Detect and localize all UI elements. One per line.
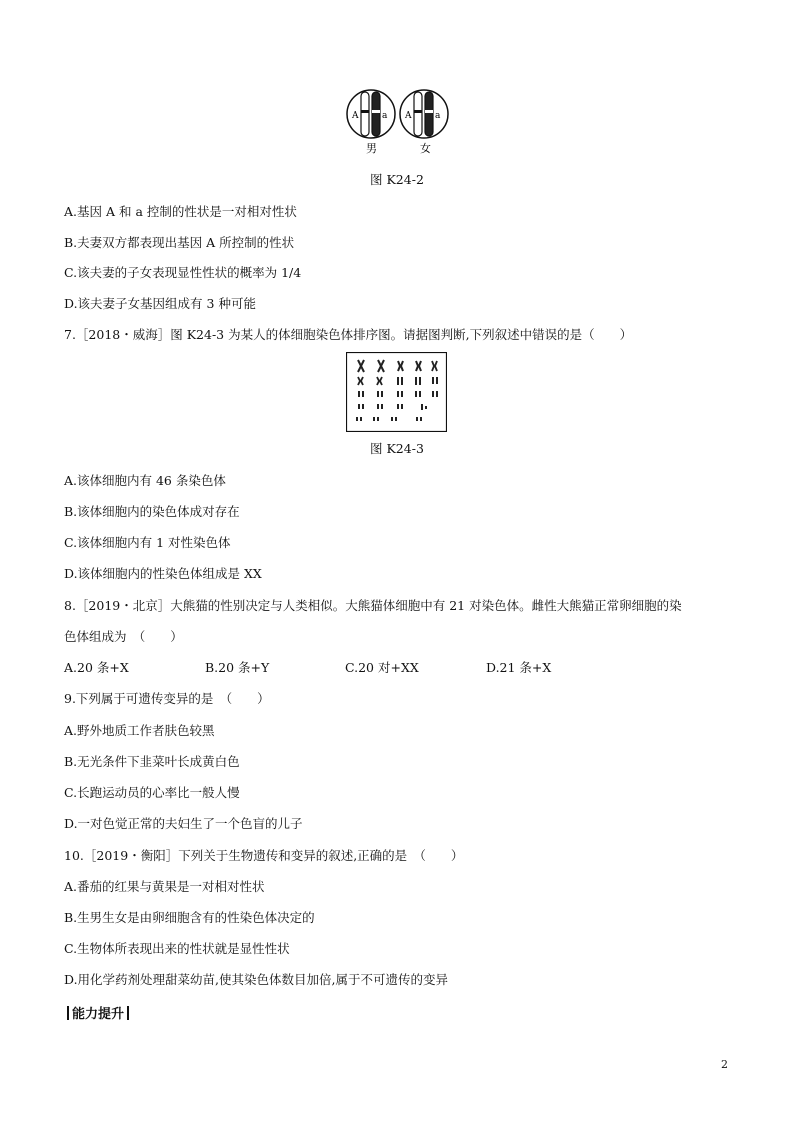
- label-male: 男: [366, 142, 377, 155]
- section-bar-left: [67, 1006, 69, 1020]
- q7-option-b: B.该体细胞内的染色体成对存在: [64, 504, 240, 519]
- section-heading: [64, 1003, 132, 1022]
- q9-option-b: B.无光条件下韭菜叶长成黄白色: [64, 754, 240, 769]
- q9-option-d: D.一对色觉正常的夫妇生了一个色盲的儿子: [64, 816, 303, 831]
- q6-option-d: D.该夫妻子女基因组成有 3 种可能: [64, 296, 256, 311]
- q8-option-b: B.20 条+Y: [205, 660, 270, 675]
- section-bar-right: [127, 1006, 129, 1020]
- female-cell: [400, 90, 448, 138]
- q10-option-b: B.生男生女是由卵细胞含有的性染色体决定的: [64, 910, 315, 925]
- q8-option-a: A.20 条+X: [64, 660, 129, 675]
- q8-stem-line1: 8.［2019・北京］大熊猫的性别决定与人类相似。大熊猫体细胞中有 21 对染色体。雌性大熊猫正常卵细胞的染: [64, 598, 682, 613]
- q10-option-a: A.番茄的红果与黄果是一对相对性状: [64, 879, 265, 894]
- gene-a-label: a: [435, 111, 441, 121]
- q7-option-a: A.该体细胞内有 46 条染色体: [64, 473, 226, 488]
- figure-k24-2-caption: 图 K24-2: [370, 172, 424, 187]
- label-female: 女: [420, 142, 431, 155]
- q7-stem: 7.［2018・威海］图 K24-3 为某人的体细胞染色体排序图。请据图判断,下列叙述中错误的是（ ）: [64, 327, 633, 342]
- q9-stem: 9.下列属于可遗传变异的是 （ ）: [64, 691, 270, 706]
- gene-a-label: a: [382, 111, 388, 121]
- q9-option-a: A.野外地质工作者肤色较黑: [64, 723, 215, 738]
- q8-option-d: D.21 条+X: [486, 660, 552, 675]
- figure-k24-3: [346, 352, 447, 432]
- q10-option-c: C.生物体所表现出来的性状就是显性性状: [64, 941, 290, 956]
- page-number: 2: [721, 1058, 728, 1071]
- q7-option-c: C.该体细胞内有 1 对性染色体: [64, 535, 231, 550]
- male-cell: [347, 90, 395, 138]
- section-title: 能力提升: [72, 1007, 125, 1022]
- q8-stem-line2: 色体组成为 （ ）: [64, 629, 183, 644]
- q6-option-c: C.该夫妻的子女表现显性性状的概率为 1/4: [64, 265, 302, 280]
- q10-stem: 10.［2019・衡阳］下列关于生物遗传和变异的叙述,正确的是 （ ）: [64, 848, 464, 863]
- q6-option-b: B.夫妻双方都表现出基因 A 所控制的性状: [64, 235, 295, 250]
- gene-A-label: A: [405, 111, 412, 121]
- q8-option-c: C.20 对+XX: [345, 660, 419, 675]
- figure-k24-3-caption: 图 K24-3: [370, 441, 424, 456]
- figure-k24-2: [344, 88, 454, 156]
- q7-option-d: D.该体细胞内的性染色体组成是 XX: [64, 566, 262, 581]
- q6-option-a: A.基因 A 和 a 控制的性状是一对相对性状: [64, 204, 297, 219]
- gene-A-label: A: [352, 111, 359, 121]
- q10-option-d: D.用化学药剂处理甜菜幼苗,使其染色体数目加倍,属于不可遗传的变异: [64, 972, 448, 987]
- q9-option-c: C.长跑运动员的心率比一般人慢: [64, 785, 240, 800]
